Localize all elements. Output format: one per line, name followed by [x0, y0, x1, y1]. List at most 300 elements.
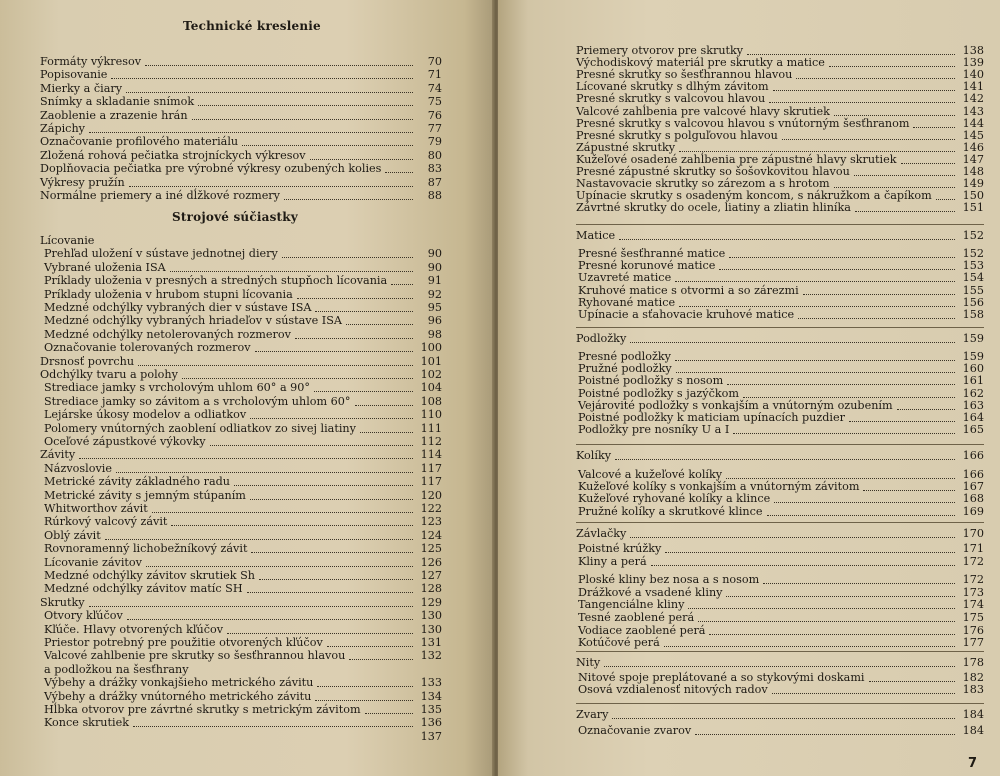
toc-entry-label: Rúrkový valcový závit [44, 515, 168, 528]
toc-entry [44, 274, 442, 288]
toc-entry-label: Priestor potrebný pre použitie otvorených kľúčov [44, 636, 323, 649]
dot-leader [129, 186, 413, 187]
dot-leader [604, 666, 955, 667]
toc-entry-label: Presné skrutky s valcovou hlavou s vnútorným šesťhranom [576, 117, 910, 130]
dot-leader [612, 718, 955, 719]
section-divider [576, 522, 984, 523]
toc-entry-label: Popisovanie [40, 68, 108, 81]
dot-leader [250, 499, 413, 500]
toc-entry [44, 542, 442, 556]
toc-entry-label: Presné skrutky so šesťhrannou hlavou [576, 68, 793, 81]
dot-leader [146, 566, 413, 567]
toc-entry [44, 247, 442, 261]
dot-leader [116, 472, 413, 473]
toc-entry-page: 92 [427, 288, 442, 301]
dot-leader [651, 565, 955, 566]
dot-leader [133, 726, 413, 727]
toc-entry [44, 730, 442, 744]
toc-entry-label: Doplňovacia pečiatka pre výrobné výkresy ozubených kolies [40, 162, 382, 175]
dot-leader [282, 257, 413, 258]
toc-entry-page: 130 [420, 609, 442, 622]
toc-entry-page: 77 [427, 122, 442, 135]
toc-entry [40, 162, 442, 176]
toc-entry-label: Lícovanie závitov [44, 556, 142, 569]
toc-entry-page: 174 [962, 598, 984, 611]
toc-entry-label: Presné skrutky s polguľovou hlavou [576, 129, 778, 142]
toc-entry-label: Výbehy a drážky vnútorného metrického závitu [44, 690, 312, 703]
toc-entry-label: Poistné podložky k maticiam upínacích puzdier [578, 411, 845, 424]
toc-entry-page: 134 [420, 690, 442, 703]
toc-entry-label: Presné korunové matice [578, 259, 716, 272]
dot-leader [210, 445, 413, 446]
toc-entry [44, 301, 442, 315]
section-divider [576, 703, 984, 704]
toc-entry-label: Mierky a čiary [40, 82, 123, 95]
toc-entry [576, 92, 984, 106]
dot-leader [849, 421, 955, 422]
toc-entry-label: Vybrané uloženia ISA [44, 261, 166, 274]
toc-entry-label: Odchýlky tvaru a polohy [40, 368, 178, 381]
toc-entry [44, 716, 442, 730]
toc-entry [44, 489, 442, 503]
toc-entry [578, 542, 984, 556]
toc-entry-label: Presné šesťhranné matice [578, 247, 726, 260]
dot-leader [829, 66, 955, 67]
dot-leader [126, 92, 413, 93]
toc-entry [578, 573, 984, 587]
toc-entry [576, 201, 984, 215]
toc-entry-label: Metrické závity s jemným stúpaním [44, 489, 246, 502]
toc-entry-label: a podložkou na šesťhrany [44, 663, 189, 676]
toc-entry-page: 128 [420, 582, 442, 595]
section-divider [576, 444, 984, 445]
toc-entry-page: 88 [427, 189, 442, 202]
dot-leader [227, 633, 413, 634]
toc-entry-label: Zápichy [40, 122, 85, 135]
toc-entry-label: Oceľové zápustkové výkovky [44, 435, 206, 448]
toc-entry-page: 145 [962, 129, 984, 142]
dot-leader [719, 269, 955, 270]
toc-entry-page: 112 [420, 435, 442, 448]
dot-leader [936, 199, 955, 200]
toc-entry-page: 117 [420, 475, 442, 488]
toc-entry-page: 120 [420, 489, 442, 502]
toc-entry-page: 142 [962, 92, 984, 105]
dot-leader [317, 686, 413, 687]
toc-entry-label: Vejárovité podložky s vonkajším a vnútorným ozubením [578, 399, 893, 412]
toc-entry-page: 163 [962, 399, 984, 412]
dot-leader [630, 537, 955, 538]
section-title: Technické kreslenie [183, 19, 321, 33]
toc-entry-page: 184 [962, 724, 984, 737]
dot-leader [297, 298, 413, 299]
toc-entry-page: 182 [962, 671, 984, 684]
dot-leader [679, 151, 955, 152]
dot-leader [664, 646, 955, 647]
toc-entry [44, 515, 442, 529]
toc-entry-label: Valcové zahĺbenia pre valcové hlavy skrutiek [576, 105, 830, 118]
dot-leader [138, 365, 413, 366]
toc-entry [44, 341, 442, 355]
toc-entry-page: 159 [962, 332, 984, 345]
toc-entry-page: 75 [427, 95, 442, 108]
toc-entry-label: Strediace jamky s vrcholovým uhlom 60° a 90° [44, 381, 311, 394]
toc-entry-page: 166 [962, 449, 984, 462]
toc-entry-page: 184 [962, 708, 984, 721]
toc-entry [576, 449, 984, 463]
toc-entry-label: Hĺbka otvorov pre závrtné skrutky s metrickým závitom [44, 703, 361, 716]
toc-entry-label: Strediace jamky so závitom a s vrcholovým uhlom 60° [44, 395, 351, 408]
toc-entry-label: Závlačky [576, 527, 627, 540]
dot-leader [729, 257, 955, 258]
toc-entry [40, 149, 442, 163]
dot-leader [619, 239, 955, 240]
dot-leader [310, 159, 413, 160]
toc-entry-page: 162 [962, 387, 984, 400]
toc-entry-label: Rovnoramenný lichobežníkový závit [44, 542, 248, 555]
toc-entry-page: 146 [962, 141, 984, 154]
toc-entry [578, 423, 984, 437]
toc-entry-label: Lícované skrutky s dlhým závitom [576, 80, 769, 93]
toc-entry-page: 133 [420, 676, 442, 689]
toc-entry-label: Výbehy a drážky vonkajšieho metrického závitu [44, 676, 314, 689]
toc-entry-page: 161 [962, 374, 984, 387]
dot-leader [192, 119, 413, 120]
toc-entry-page: 170 [962, 527, 984, 540]
toc-entry-page: 167 [962, 480, 984, 493]
dot-leader [834, 115, 955, 116]
dot-leader [774, 502, 955, 503]
dot-leader [98, 244, 413, 245]
toc-entry [44, 314, 442, 328]
dot-leader [89, 606, 413, 607]
toc-entry-label: Skrutky [40, 596, 85, 609]
dot-leader [772, 693, 955, 694]
toc-entry-label: Označovanie profilového materiálu [40, 135, 239, 148]
toc-entry [40, 176, 442, 190]
toc-entry-label: Poistné podložky s jazýčkom [578, 387, 739, 400]
toc-entry [44, 582, 442, 596]
toc-entry-label: Medzné odchýlky závitov skrutiek Sh [44, 569, 255, 582]
dot-leader [170, 271, 413, 272]
toc-entry-page: 154 [962, 271, 984, 284]
toc-entry-page: 111 [420, 422, 442, 435]
toc-entry-page: 90 [427, 247, 442, 260]
toc-entry [578, 724, 984, 738]
toc-entry-label: Presné zápustné skrutky so šošovkovitou hlavou [576, 165, 850, 178]
toc-entry-page: 158 [962, 308, 984, 321]
toc-entry [44, 381, 442, 395]
toc-entry-label: Matice [576, 229, 616, 242]
toc-entry [40, 234, 442, 248]
toc-entry-page: 123 [420, 515, 442, 528]
toc-entry-page: 130 [420, 623, 442, 636]
toc-entry-page: 183 [962, 683, 984, 696]
dot-leader [855, 211, 955, 212]
toc-entry-page: 147 [962, 153, 984, 166]
toc-entry [578, 492, 984, 506]
toc-entry-page: 74 [427, 82, 442, 95]
toc-entry-page: 148 [962, 165, 984, 178]
toc-entry-label: Pružné podložky [578, 362, 672, 375]
left-page [0, 0, 494, 776]
toc-entry-page: 80 [427, 149, 442, 162]
toc-entry [576, 527, 984, 541]
toc-entry-page: 141 [962, 80, 984, 93]
toc-entry-label: Nitové spoje preplátované a so stykovými doskami [578, 671, 865, 684]
toc-entry-label: Drážkové a vsadené kliny [578, 586, 723, 599]
toc-entry-page: 152 [962, 229, 984, 242]
toc-entry [576, 656, 984, 670]
toc-entry-label: Závity [40, 448, 76, 461]
toc-entry [44, 529, 442, 543]
dot-leader [863, 490, 955, 491]
toc-entry-page: 136 [420, 716, 442, 729]
toc-entry-page: 175 [962, 611, 984, 624]
toc-entry-page: 95 [427, 301, 442, 314]
toc-entry-page: 132 [420, 649, 442, 662]
dot-leader [355, 405, 413, 406]
toc-entry-label: Zaoblenie a zrazenie hrán [40, 109, 188, 122]
toc-entry-page: 152 [962, 247, 984, 260]
dot-leader [259, 579, 413, 580]
dot-leader [675, 360, 955, 361]
toc-entry [44, 690, 442, 704]
dot-leader [89, 132, 413, 133]
toc-entry-page: 96 [427, 314, 442, 327]
toc-entry-label: Presné podložky [578, 350, 671, 363]
toc-entry-page: 110 [420, 408, 442, 421]
toc-entry-label: Medzné odchýlky vybraných dier v sústave ISA [44, 301, 312, 314]
dot-leader [676, 372, 955, 373]
dot-leader [695, 734, 955, 735]
toc-entry-label: Kužeľové ryhované kolíky a klince [578, 492, 771, 505]
toc-entry-page: 172 [962, 573, 984, 586]
toc-entry-label: Nity [576, 656, 601, 669]
dot-leader [234, 485, 413, 486]
toc-entry [44, 462, 442, 476]
toc-entry-label: Pružné kolíky a skrutkové klince [578, 505, 763, 518]
section-divider [576, 327, 984, 328]
toc-entry [40, 68, 442, 82]
toc-entry-label: Východiskový materiál pre skrutky a matice [576, 56, 825, 69]
section-divider [576, 651, 984, 652]
dot-leader [796, 78, 955, 79]
toc-entry-label: Medzné odchýlky závitov matíc SH [44, 582, 243, 595]
dot-leader [726, 478, 955, 479]
toc-entry [40, 596, 442, 610]
dot-leader [743, 397, 955, 398]
toc-entry-label: Podložky pre nosníky U a I [578, 423, 730, 436]
dot-leader [391, 284, 413, 285]
toc-entry-label: Kužeľové kolíky s vonkajším a vnútorným závitom [578, 480, 860, 493]
toc-entry [44, 261, 442, 275]
toc-entry-page: 83 [427, 162, 442, 175]
toc-entry-label: Konce skrutiek [44, 716, 129, 729]
dot-leader [105, 539, 413, 540]
toc-entry-page: 101 [420, 355, 442, 368]
toc-entry [44, 475, 442, 489]
dot-leader [48, 740, 413, 741]
toc-entry-page: 71 [427, 68, 442, 81]
toc-entry-label: Otvory kľúčov [44, 609, 123, 622]
toc-entry [44, 435, 442, 449]
dot-leader [630, 342, 955, 343]
toc-entry-label: Whitworthov závit [44, 502, 148, 515]
toc-entry-label: Medzné odchýlky vybraných hriadeľov v sústave ISA [44, 314, 342, 327]
dot-leader [665, 552, 955, 553]
toc-entry-page: 139 [962, 56, 984, 69]
dot-leader [698, 621, 955, 622]
toc-entry-label: Upínacie a sťahovacie kruhové matice [578, 308, 795, 321]
dot-leader [193, 673, 413, 674]
toc-entry-label: Závrtné skrutky do ocele, liatiny a zliatin hliníka [576, 201, 851, 214]
dot-leader [773, 90, 955, 91]
toc-entry-label: Zložená rohová pečiatka strojníckych výkresov [40, 149, 306, 162]
toc-entry-label: Kužeľové osadené zahĺbenia pre zápustné hlavy skrutiek [576, 153, 897, 166]
toc-entry-label: Označovanie zvarov [578, 724, 692, 737]
toc-entry-page: 125 [420, 542, 442, 555]
toc-entry [578, 505, 984, 519]
toc-entry [44, 623, 442, 637]
toc-entry-label: Snímky a skladanie snímok [40, 95, 195, 108]
toc-entry-page: 151 [962, 201, 984, 214]
toc-entry-label: Medzné odchýlky netolerovaných rozmerov [44, 328, 291, 341]
toc-entry [40, 55, 442, 69]
toc-entry-page: 165 [962, 423, 984, 436]
toc-entry-label: Tesné zaoblené perá [578, 611, 695, 624]
section-divider [576, 224, 984, 225]
toc-entry-page: 169 [962, 505, 984, 518]
dot-leader [913, 127, 955, 128]
toc-entry-page: 150 [962, 189, 984, 202]
dot-leader [897, 409, 955, 410]
dot-leader [182, 378, 413, 379]
toc-entry-label: Nastavovacie skrutky so zárezom a s hrotom [576, 177, 830, 190]
dot-leader [767, 515, 955, 516]
toc-entry-label: Lejárske úkosy modelov a odliatkov [44, 408, 247, 421]
toc-entry-page: 140 [962, 68, 984, 81]
toc-entry-page: 131 [420, 636, 442, 649]
toc-entry [578, 555, 984, 569]
toc-entry-label: Kliny a perá [578, 555, 647, 568]
toc-entry [40, 82, 442, 96]
dot-leader [869, 681, 955, 682]
toc-entry-label: Priemery otvorov pre skrutky [576, 44, 744, 57]
toc-entry-label: Kolíky [576, 449, 612, 462]
toc-entry-page: 153 [962, 259, 984, 272]
toc-entry [40, 95, 442, 109]
toc-entry-label: Poistné krúžky [578, 542, 662, 555]
dot-leader [255, 351, 413, 352]
dot-leader [709, 634, 955, 635]
toc-entry [44, 422, 442, 436]
dot-leader [315, 311, 413, 312]
dot-leader [365, 713, 413, 714]
dot-leader [360, 432, 413, 433]
toc-entry-page: 100 [420, 341, 442, 354]
toc-entry-page: 135 [420, 703, 442, 716]
toc-entry-label: Príklady uloženia v hrubom stupni lícovania [44, 288, 293, 301]
dot-leader [198, 105, 413, 106]
toc-entry-page: 126 [420, 556, 442, 569]
toc-entry [44, 663, 442, 677]
toc-entry-page: 114 [420, 448, 442, 461]
toc-entry [578, 374, 984, 388]
toc-entry-page: 124 [420, 529, 442, 542]
toc-entry-page: 117 [420, 462, 442, 475]
dot-leader [803, 294, 955, 295]
dot-leader [688, 608, 955, 609]
toc-entry-page: 108 [420, 395, 442, 408]
toc-entry-page: 87 [427, 176, 442, 189]
dot-leader [295, 338, 413, 339]
toc-entry-page: 129 [420, 596, 442, 609]
toc-entry [578, 683, 984, 697]
toc-entry-page: 70 [427, 55, 442, 68]
toc-entry [44, 569, 442, 583]
toc-entry-page: 149 [962, 177, 984, 190]
toc-entry-page: 171 [962, 542, 984, 555]
toc-entry [44, 502, 442, 516]
toc-entry-page: 98 [427, 328, 442, 341]
toc-entry [578, 271, 984, 285]
toc-entry-page: 176 [962, 624, 984, 637]
dot-leader [79, 458, 413, 459]
toc-entry-page: 102 [420, 368, 442, 381]
toc-entry-page: 137 [420, 730, 442, 743]
toc-entry [576, 332, 984, 346]
toc-entry-label: Presné skrutky s valcovou hlavou [576, 92, 766, 105]
toc-entry-page: 160 [962, 362, 984, 375]
toc-entry-label: Zvary [576, 708, 609, 721]
toc-entry-label: Názvoslovie [44, 462, 112, 475]
dot-leader [250, 418, 413, 419]
toc-entry [44, 703, 442, 717]
toc-entry-page: 104 [420, 381, 442, 394]
dot-leader [242, 145, 413, 146]
toc-entry-label: Uzavreté matice [578, 271, 672, 284]
toc-entry-page: 127 [420, 569, 442, 582]
toc-entry-label: Oblý závit [44, 529, 101, 542]
toc-entry-label: Kotúčové perá [578, 636, 660, 649]
toc-entry-label: Valcové zahlbenie pre skrutky so šesťhrannou hlavou [44, 649, 346, 662]
toc-entry-label: Príklady uloženia v presných a stredných stupňoch lícovania [44, 274, 388, 287]
toc-entry [44, 395, 442, 409]
toc-entry-label: Lícovanie [40, 234, 95, 247]
dot-leader [798, 318, 955, 319]
toc-entry [576, 708, 984, 722]
toc-entry-page: 177 [962, 636, 984, 649]
toc-entry-page: 91 [427, 274, 442, 287]
page-number: 7 [968, 756, 978, 771]
toc-entry [44, 636, 442, 650]
toc-entry-label: Podložky [576, 332, 627, 345]
toc-entry-page: 90 [427, 261, 442, 274]
toc-entry [40, 448, 442, 462]
toc-entry-label: Ploské kliny bez nosa a s nosom [578, 573, 760, 586]
toc-entry-label: Vodiace zaoblené perá [578, 624, 706, 637]
toc-entry-page: 178 [962, 656, 984, 669]
toc-entry-label: Formáty výkresov [40, 55, 142, 68]
toc-entry-label: Drsnosť povrchu [40, 355, 135, 368]
toc-entry-label: Metrické závity základného radu [44, 475, 231, 488]
toc-entry [578, 636, 984, 650]
dot-leader [247, 592, 413, 593]
dot-leader [145, 65, 413, 66]
toc-entry [40, 109, 442, 123]
dot-leader [284, 199, 413, 200]
